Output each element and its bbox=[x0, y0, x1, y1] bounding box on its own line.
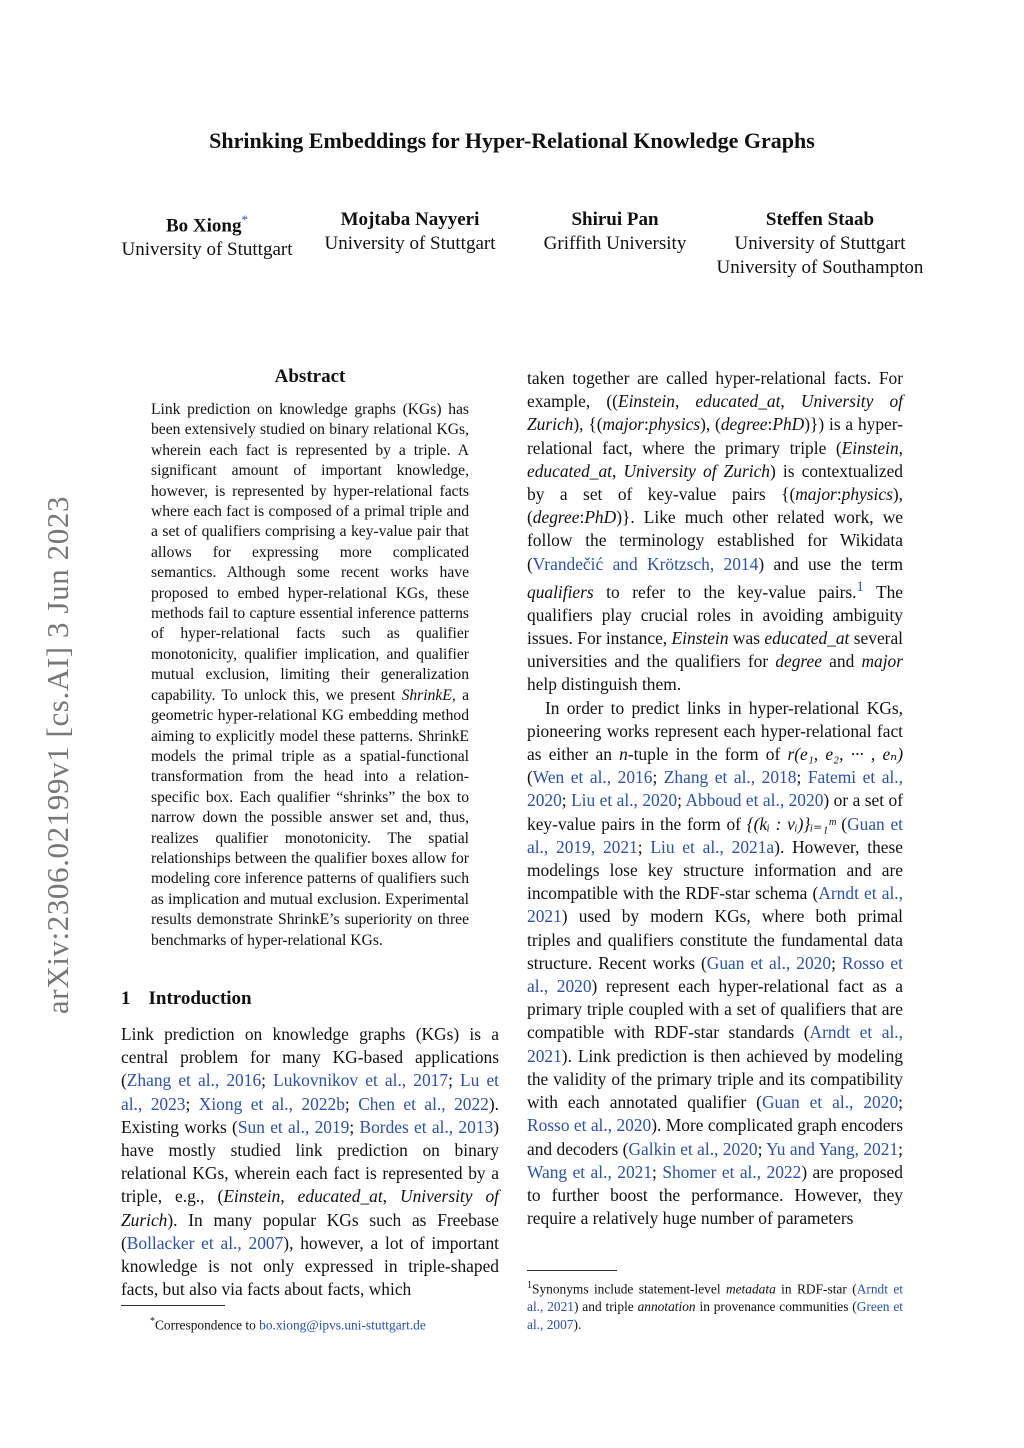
citation-link[interactable]: Rosso et al., 2020 bbox=[527, 952, 903, 997]
citation-link[interactable]: Fatemi et al., 2020 bbox=[527, 767, 903, 811]
citation-link[interactable]: Xiong et al., 2022b bbox=[198, 1093, 345, 1114]
author-block-1 bbox=[104, 208, 310, 262]
author-name: Steffen Staab bbox=[765, 209, 875, 230]
citation-link[interactable]: Lukovnikov et al., 2017 bbox=[273, 1070, 449, 1091]
citation-link[interactable]: Bollacker et al., 2007 bbox=[126, 1232, 284, 1253]
arxiv-sidebar bbox=[38, 470, 78, 1040]
citation-link[interactable]: Liu et al., 2020 bbox=[571, 790, 678, 811]
footnote-correspondence: *Correspondence to bo.xiong@ipvs.uni-stuttgart.de bbox=[150, 1316, 426, 1333]
citation-link[interactable]: Rosso et al., 2020 bbox=[527, 1115, 652, 1136]
author-name: Mojtaba Nayyeri bbox=[340, 209, 480, 230]
citation-link[interactable]: Vrandečić and Krötzsch, 2014 bbox=[532, 553, 759, 574]
section-heading bbox=[121, 988, 252, 1010]
citation-link[interactable]: Wang et al., 2021 bbox=[527, 1161, 653, 1182]
paper-title: Shrinking Embeddings for Hyper-Relational Knowledge Graphs bbox=[209, 128, 815, 153]
citation-link[interactable]: Green et al., 2007 bbox=[527, 1299, 903, 1333]
author-name: Shirui Pan bbox=[571, 209, 659, 230]
citation-link[interactable]: Wen et al., 2016 bbox=[532, 767, 653, 788]
intro-left-column bbox=[121, 1023, 499, 1301]
author-block-2 bbox=[310, 208, 510, 256]
intro-right-column bbox=[527, 367, 903, 1230]
arxiv-identifier: arXiv:2306.02199v1 [cs.AI] 3 Jun 2023 bbox=[40, 495, 75, 1015]
author-footnote-mark[interactable]: * bbox=[241, 212, 248, 227]
citation-link[interactable]: Abboud et al., 2020 bbox=[685, 790, 824, 811]
author-block-4 bbox=[700, 208, 940, 280]
author-block-3 bbox=[520, 208, 710, 256]
citation-link[interactable]: Arndt et al., 2021 bbox=[527, 1281, 903, 1315]
citation-link[interactable]: Arndt et al., 2021 bbox=[527, 1022, 903, 1066]
citation-link[interactable]: Liu et al., 2021a bbox=[650, 836, 775, 857]
paragraph: In order to predict links in hyper-relational KGs, pioneering works represent each hyper-relational fact as either an n-tuple in the form of r(e₁, e₂, ··· , eₙ) (Wen et al., 2016; Zhang et al., 2018; Fatemi et al., 2020; Liu et al., 2020; Abboud et al., 2020) or a set of key-value pairs in the form of {(kᵢ : vᵢ)}ᵢ₌₁ᵐ (Guan et al., 2019, 2021; Liu et al., 2021a). However, these modelings lose key structure information and are incompatible with the RDF-star schema (Arndt et al., 2021) used by modern KGs, where both primal triples and qualifiers constitute the fundamental data structure. Recent works (Guan et al., 2020; Rosso et al., 2020) represent each hyper-relational fact as a primary triple coupled with a set of qualifiers that are compatible with RDF-star standards (Arndt et al., 2021). Link prediction is then achieved by modeling the validity of the primary triple and its compatibility with each annotated qualifier (Guan et al., 2020; Rosso et al., 2020). More complicated graph encoders and decoders (Galkin et al., 2020; Yu and Yang, 2021; Wang et al., 2021; Shomer et al., 2022) are proposed to further boost the performance. However, they require a relatively huge number of parameters bbox=[527, 697, 904, 1229]
citation-link[interactable]: Shomer et al., 2022 bbox=[662, 1161, 802, 1182]
section-title: Introduction bbox=[148, 988, 252, 1009]
author-affiliation: University of Southampton bbox=[716, 257, 924, 278]
section-number: 1 bbox=[121, 988, 131, 1009]
paragraph: taken together are called hyper-relational facts. For example, ((Einstein, educated_at, University of Zurich), {(major:physics), (degree:PhD)}) is a hyper-relational fact, where the primary triple (Einstein, educated_at, University of Zurich) is contextualized by a set of key-value pairs {(major:physics),(degree:PhD)}. Like much other related work, we follow the terminology established for Wikidata (Vrandečić and Krötzsch, 2014) and use the term qualifiers to refer to the key-value pairs.$^1$ The qualifiers play crucial roles in avoiding ambiguity issues. For instance, Einstein was educated_at several universities and the qualifiers for degree and major help distinguish them. bbox=[527, 368, 904, 695]
footnote-rule bbox=[121, 1305, 225, 1306]
abstract-heading: Abstract bbox=[274, 366, 346, 387]
footnote-mark[interactable]: 1 bbox=[856, 578, 864, 595]
citation-link[interactable]: Zhang et al., 2016 bbox=[126, 1070, 262, 1091]
citation-link[interactable]: Sun et al., 2019 bbox=[237, 1116, 350, 1137]
author-name: Bo Xiong bbox=[166, 215, 242, 237]
author-affiliation: University of Stuttgart bbox=[324, 233, 496, 254]
citation-link[interactable]: Galkin et al., 2020 bbox=[628, 1138, 758, 1159]
email-link[interactable]: bo.xiong@ipvs.uni-stuttgart.de bbox=[259, 1317, 426, 1333]
footnote-1: $^1$Synonyms include statement-level metadata in RDF-star (Arndt et al., 2021) and triple annotation in provenance communities (Green et al., 2007). bbox=[527, 1280, 903, 1333]
paragraph: Link prediction on knowledge graphs (KGs) is a central problem for many KG-based applications (Zhang et al., 2016; Lukovnikov et al., 2017; Lu et al., 2023; Xiong et al., 2022b; Chen et al., 2022). Existing works (Sun et al., 2019; Bordes et al., 2013) have mostly studied link prediction on binary relational KGs, wherein each fact is represented by a triple, e.g., (Einstein, educated_at, University of Zurich). In many popular KGs such as Freebase (Bollacker et al., 2007), however, a lot of important knowledge is not only expressed in triple-shaped facts, but also via facts about facts, which bbox=[121, 1024, 500, 1300]
abstract-text: Link prediction on knowledge graphs (KGs) has been extensively studied on binary relational KGs, wherein each fact is represented by a triple. A significant amount of important knowledge, however, is represented by hyper-relational facts where each fact is composed of a primal triple and a set of qualifiers comprising a key-value pair that allows for expressing more complicated semantics. Although some recent works have proposed to embed hyper-relational KGs, these methods fail to capture essential inference patterns of hyper-relational facts such as qualifier monotonicity, qualifier implication, and qualifier mutual exclusion, limiting their generalization capability. To unlock this, we present ShrinkE, a geometric hyper-relational KG embedding method aiming to explicitly model these patterns. ShrinkE models the primal triple as a spatial-functional transformation from the head into a relation-specific box. Each qualifier “shrinks” the box to narrow down the possible answer set and, thus, realizes qualifier monotonicity. The spatial relationships between the qualifier boxes allow for modeling core inference patterns of qualifiers such as implication and mutual exclusion. Experimental results demonstrate ShrinkE’s superiority on three benchmarks of hyper-relational KGs. bbox=[151, 401, 470, 949]
author-affiliation: University of Stuttgart bbox=[734, 233, 906, 254]
citation-link[interactable]: Yu and Yang, 2021 bbox=[766, 1138, 899, 1159]
citation-link[interactable]: Zhang et al., 2018 bbox=[663, 767, 797, 788]
citation-link[interactable]: Guan et al., 2020 bbox=[706, 952, 832, 973]
citation-link[interactable]: Chen et al., 2022 bbox=[358, 1093, 489, 1114]
citation-link[interactable]: Guan et al., 2020 bbox=[761, 1092, 899, 1113]
citation-link[interactable]: Bordes et al., 2013 bbox=[359, 1116, 494, 1137]
author-affiliation: Griffith University bbox=[543, 233, 687, 254]
author-affiliation: University of Stuttgart bbox=[121, 239, 293, 261]
footnote-rule bbox=[527, 1270, 617, 1271]
citation-link[interactable]: Lu et al., 2023 bbox=[121, 1070, 499, 1114]
citation-link[interactable]: Guan et al., 2019, 2021 bbox=[527, 813, 903, 857]
citation-link[interactable]: Arndt et al., 2021 bbox=[527, 883, 903, 927]
